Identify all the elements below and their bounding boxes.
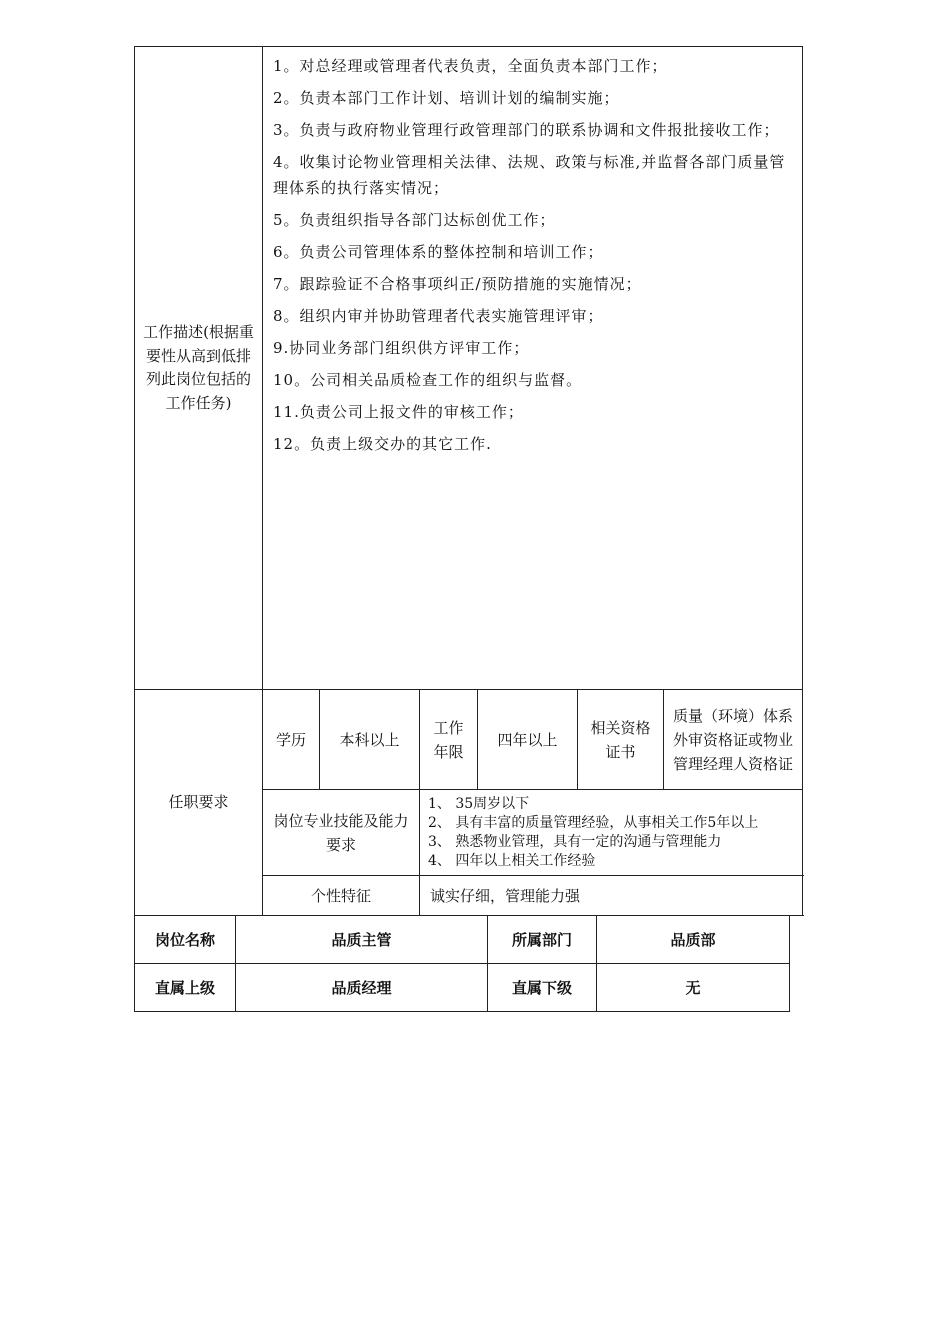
job-description-table — [134, 46, 803, 916]
education-label: 学历 — [263, 690, 320, 790]
skill-item: 3、 熟悉物业管理，具有一定的沟通与管理能力 — [428, 833, 722, 850]
duties-row — [135, 47, 803, 690]
subordinate-label: 直属下级 — [488, 964, 597, 1012]
duty-item: 11.负责公司上报文件的审核工作； — [273, 403, 524, 421]
duty-item: 4。收集讨论物业管理相关法律、法规、政策与标准,并监督各部门质量管理体系的执行落实情况； — [273, 153, 786, 197]
duty-item: 2。负责本部门工作计划、培训计划的编制实施； — [273, 89, 620, 107]
position-name-value: 品质主管 — [236, 916, 488, 964]
position-info-table — [134, 915, 790, 1012]
duty-item: 1。对总经理或管理者代表负责，全面负责本部门工作； — [273, 57, 668, 75]
duty-item: 8。组织内审并协助管理者代表实施管理评审； — [273, 307, 604, 325]
duty-item: 7。跟踪验证不合格事项纠正/预防措施的实施情况； — [273, 275, 642, 293]
education-value: 本科以上 — [320, 690, 420, 790]
experience-value: 四年以上 — [478, 690, 578, 790]
traits-label: 个性特征 — [263, 876, 420, 916]
certificate-label: 相关资格证书 — [578, 690, 664, 790]
requirements-label: 任职要求 — [135, 690, 263, 916]
subordinate-value: 无 — [597, 964, 790, 1012]
skills-list — [420, 790, 803, 876]
duties-label: 工作描述(根据重要性从高到低排列此岗位包括的工作任务) — [135, 47, 263, 690]
duty-item: 10。公司相关品质检查工作的组织与监督。 — [273, 371, 583, 389]
skill-item: 1、 35周岁以下 — [428, 795, 530, 812]
skill-item: 2、 具有丰富的质量管理经验，从事相关工作5年以上 — [428, 814, 759, 831]
duty-item: 12。负责上级交办的其它工作. — [273, 435, 492, 453]
experience-label: 工作年限 — [420, 690, 478, 790]
position-name-label: 岗位名称 — [135, 916, 236, 964]
requirements-basic-row — [135, 690, 803, 790]
reporting-row — [135, 964, 790, 1012]
traits-value: 诚实仔细，管理能力强 — [420, 876, 803, 916]
duty-item: 6。负责公司管理体系的整体控制和培训工作； — [273, 243, 604, 261]
duty-item: 3。负责与政府物业管理行政管理部门的联系协调和文件报批接收工作； — [273, 121, 780, 139]
department-label: 所属部门 — [488, 916, 597, 964]
certificate-value: 质量（环境）体系外审资格证或物业管理经理人资格证 — [664, 690, 803, 790]
duties-list — [263, 47, 803, 690]
department-value: 品质部 — [597, 916, 790, 964]
skill-item: 4、 四年以上相关工作经验 — [428, 852, 596, 869]
duty-item: 9.协同业务部门组织供方评审工作； — [273, 339, 530, 357]
duty-item: 5。负责组织指导各部门达标创优工作； — [273, 211, 556, 229]
skills-label: 岗位专业技能及能力要求 — [263, 790, 420, 876]
superior-label: 直属上级 — [135, 964, 236, 1012]
superior-value: 品质经理 — [236, 964, 488, 1012]
position-row — [135, 916, 790, 964]
